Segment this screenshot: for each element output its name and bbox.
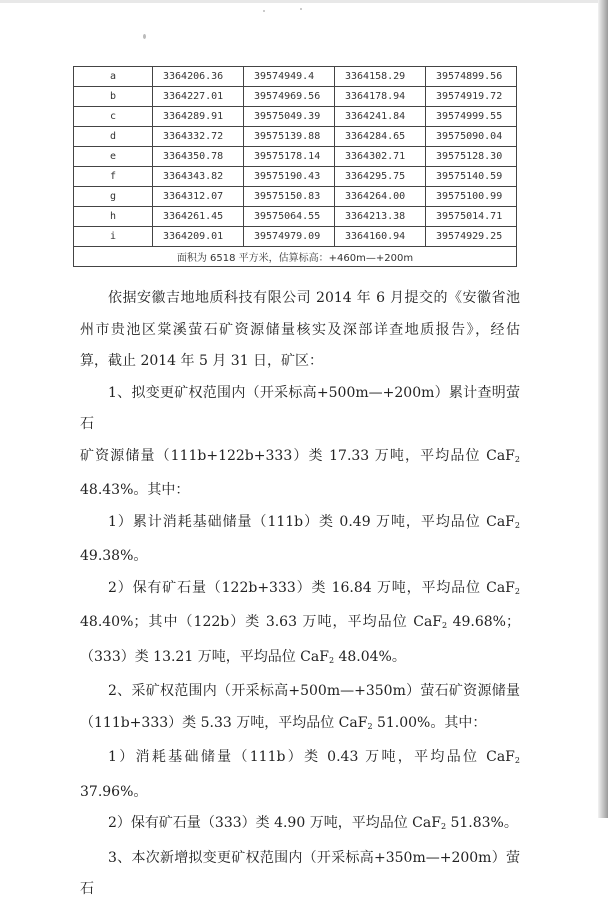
coordinate-cell: 3364158.29 [335,67,426,87]
point-label-cell: f [74,167,153,187]
item-1-2-line3 [80,642,520,677]
text-line: 51.83%。 [446,815,518,831]
coordinate-cell: 3364160.94 [335,227,426,247]
point-label-cell: e [74,147,153,167]
item-1-2-line1 [80,573,520,608]
point-label-cell: d [74,127,153,147]
scan-speck [143,34,146,39]
table-row [74,167,517,187]
document-body [80,283,520,906]
item-3-line1 [80,843,520,906]
coordinate-cell: 39575100.99 [426,187,517,207]
coordinate-cell: 3364261.45 [153,207,244,227]
subscript: 2 [440,822,447,831]
point-label-cell: b [74,87,153,107]
text-line: 矿资源储量（111b+122b+333）类 17.33 万吨，平均品位 CaF [80,447,515,464]
coordinate-cell: 39574919.72 [426,87,517,107]
table-footer-row [74,247,517,267]
coordinate-cell: 39575014.71 [426,207,517,227]
text-line: 算，截止 2014 年 5 月 31 日，矿区： [80,353,324,369]
coordinate-cell: 39574949.4 [244,67,335,87]
coordinate-cell: 39575128.30 [426,147,517,167]
text-line: 48.43%。其中： [80,482,190,498]
coordinate-cell: 3364350.78 [153,147,244,167]
coordinate-table [73,66,517,267]
coordinate-cell: 39575139.88 [244,127,335,147]
item-1-line1 [80,378,520,441]
text-line: 3、本次新增拟变更矿权范围内（开采标高+350m—+200m）萤石 [80,849,520,897]
subscript: 2 [328,655,335,665]
coordinate-cell: 3364206.36 [153,67,244,87]
coordinate-cell: 39575178.14 [244,147,335,167]
item-1-1-line2 [80,541,520,573]
coordinate-cell: 39575064.55 [244,207,335,227]
point-label-cell: h [74,207,153,227]
coordinate-cell: 3364289.91 [153,107,244,127]
coordinate-cell: 3364227.01 [153,87,244,107]
text-line: 49.68%； [447,614,520,630]
coordinate-cell: 39575140.59 [426,167,517,187]
area-elevation-note: 面积为 6518 平方米，估算标高：+460m—+200m [74,247,517,267]
scan-top-edge [0,0,608,3]
text-line: 37.96%。 [80,783,148,800]
text-line: 48.40%；其中（122b）类 3.63 万吨，平均品位 CaF [80,614,443,630]
scan-speck [263,10,265,12]
coordinate-cell: 3364241.84 [335,107,426,127]
subscript: 2 [514,520,520,530]
subscript: 2 [514,454,520,464]
subscript: 2 [442,621,448,630]
text-line: 48.04%。 [334,648,406,665]
coordinate-cell: 3364312.07 [153,187,244,207]
text-line: 1）消耗基础储量（111b）类 0.43 万吨，平均品位 CaF [108,749,515,765]
text-line: 依据安徽吉地地质科技有限公司 2014 年 6 月提交的《安徽省池 [108,290,520,306]
coordinate-cell: 3364343.82 [153,167,244,187]
table-row [74,107,517,127]
subscript: 2 [514,586,520,596]
coordinate-cell: 3364302.71 [335,147,426,167]
coordinate-cell: 39574899.56 [426,67,517,87]
point-label-cell: i [74,227,153,247]
coordinate-cell: 3364213.38 [335,207,426,227]
item-1-line3 [80,475,520,507]
point-label-cell: c [74,107,153,127]
coordinate-cell: 39574929.25 [426,227,517,247]
text-line: 2）保有矿石量（122b+333）类 16.84 万吨，平均品位 CaF [108,579,515,596]
item-2-line2 [80,708,520,743]
coordinate-cell: 39574999.55 [426,107,517,127]
subscript: 2 [514,756,520,765]
subscript: 2 [367,721,373,731]
coordinate-cell: 3364332.72 [153,127,244,147]
coordinate-cell: 3364209.01 [153,227,244,247]
text-line: （333）类 13.21 万吨，平均品位 CaF [80,648,329,665]
item-1-line2 [80,441,520,476]
item-1-1-line1 [80,507,520,542]
item-2-line1 [80,676,520,708]
paragraph-intro-line3 [80,346,520,378]
text-line: 2、采矿权范围内（开采标高+500m—+350m）萤石矿资源储量 [108,683,520,699]
coordinate-cell: 3364178.94 [335,87,426,107]
table-row [74,67,517,87]
text-line: 州市贵池区棠溪萤石矿资源储量核实及深部详查地质报告》，经估 [80,321,520,338]
table-row [74,187,517,207]
table-row [74,87,517,107]
item-1-2-line2 [80,607,520,642]
coordinate-cell: 39575190.43 [244,167,335,187]
coordinate-cell: 3364264.00 [335,187,426,207]
paragraph-intro [80,283,520,315]
coordinate-cell: 39575090.04 [426,127,517,147]
table-row [74,227,517,247]
item-2-2-line1 [80,808,520,843]
table-row [74,127,517,147]
point-label-cell: a [74,67,153,87]
text-line: （111b+333）类 5.33 万吨，平均品位 CaF [80,714,368,731]
item-2-1-line2 [80,777,520,809]
table-row [74,207,517,227]
text-line: 49.38%。 [80,548,148,564]
text-line: 51.00%。其中： [372,714,487,731]
coordinate-cell: 39575150.83 [244,187,335,207]
coordinate-cell: 3364284.65 [335,127,426,147]
text-line: 2）保有矿石量（333）类 4.90 万吨，平均品位 CaF [108,815,441,831]
paragraph-intro-line2 [80,315,520,347]
scan-page-edge [598,0,608,818]
scan-speck [300,8,302,10]
text-line: 1）累计消耗基础储量（111b）类 0.49 万吨，平均品位 CaF [108,513,515,530]
item-2-1-line1 [80,742,520,777]
coordinate-cell: 39574969.56 [244,87,335,107]
point-label-cell: g [74,187,153,207]
table-row [74,147,517,167]
text-line: 1、拟变更矿权范围内（开采标高+500m—+200m）累计查明萤石 [80,384,520,432]
coordinate-cell: 39575049.39 [244,107,335,127]
coordinate-cell: 3364295.75 [335,167,426,187]
coordinate-cell: 39574979.09 [244,227,335,247]
